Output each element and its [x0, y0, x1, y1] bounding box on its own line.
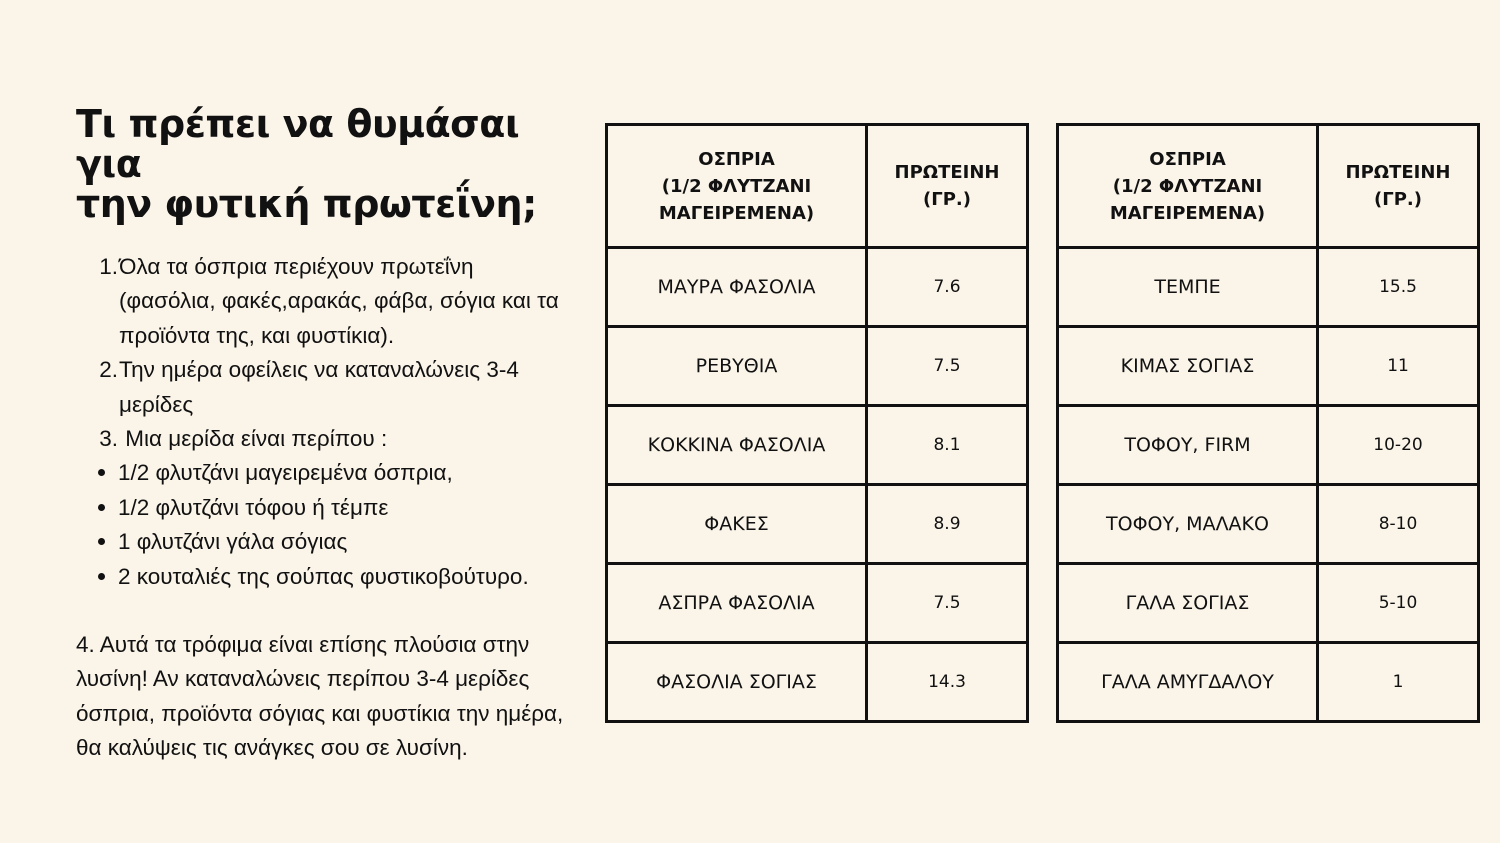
protein-value-cell: 8-10 — [1318, 485, 1479, 564]
food-name-cell: ΓΑΛΑ ΣΟΓΙΑΣ — [1058, 564, 1318, 643]
protein-value-cell: 5-10 — [1318, 564, 1479, 643]
bullet-text: 1/2 φλυτζάνι μαγειρεμένα όσπρια, — [118, 460, 453, 486]
table-row — [607, 485, 1028, 564]
food-name-cell: ΓΑΛΑ ΑΜΥΓΔΑΛΟΥ — [1058, 643, 1318, 722]
item-number: 2. — [99, 357, 118, 383]
item-number: 1. — [99, 254, 118, 279]
bullet-text: 1 φλυτζάνι γάλα σόγιας — [118, 529, 348, 555]
food-name-cell: ΤΕΜΠΕ — [1058, 248, 1318, 327]
protein-value-cell: 8.1 — [867, 406, 1028, 485]
soy-protein-table — [1056, 123, 1480, 723]
bullet-icon — [76, 560, 118, 594]
protein-value-cell: 8.9 — [867, 485, 1028, 564]
table-header-row — [1058, 125, 1479, 248]
numbered-item — [76, 353, 576, 422]
bullet-item — [76, 560, 576, 594]
tips-list — [76, 250, 576, 594]
page-title — [76, 104, 576, 224]
table-row — [1058, 248, 1479, 327]
header-protein: ΠΡΩΤΕΙΝΗ (ΓΡ.) — [1318, 125, 1479, 248]
numbered-item — [76, 422, 576, 456]
protein-value-cell: 7.5 — [867, 564, 1028, 643]
protein-value-cell: 14.3 — [867, 643, 1028, 722]
title-line-1: Τι πρέπει να θυμάσαι για — [76, 102, 520, 186]
table-row — [1058, 485, 1479, 564]
food-name-cell: ΦΑΣΟΛΙΑ ΣΟΓΙΑΣ — [607, 643, 867, 722]
bullet-item — [76, 525, 576, 559]
table-row — [607, 406, 1028, 485]
bullet-text: 1/2 φλυτζάνι τόφου ή τέμπε — [118, 494, 389, 520]
protein-value-cell: 7.5 — [867, 327, 1028, 406]
food-name-cell: ΡΕΒΥΘΙΑ — [607, 327, 867, 406]
table-row — [607, 327, 1028, 406]
left-column — [76, 104, 576, 766]
protein-value-cell: 11 — [1318, 327, 1479, 406]
protein-value-cell: 7.6 — [867, 248, 1028, 327]
food-name-cell: ΚΟΚΚΙΝΑ ΦΑΣΟΛΙΑ — [607, 406, 867, 485]
bullet-icon — [76, 456, 118, 490]
food-name-cell: ΜΑΥΡΑ ΦΑΣΟΛΙΑ — [607, 248, 867, 327]
bullet-item — [76, 491, 576, 525]
item-text: Μια μερίδα είναι περίπου : — [119, 426, 388, 452]
header-legume: ΟΣΠΡΙΑ (1/2 ΦΛΥΤΖΑΝΙ ΜΑΓΕΙΡΕΜΕΝΑ) — [607, 125, 867, 248]
item-number: 3. — [99, 426, 118, 452]
table-header-row — [607, 125, 1028, 248]
bullet-icon — [76, 491, 118, 525]
table-row — [607, 248, 1028, 327]
header-protein: ΠΡΩΤΕΙΝΗ (ΓΡ.) — [867, 125, 1028, 248]
food-name-cell: ΚΙΜΑΣ ΣΟΓΙΑΣ — [1058, 327, 1318, 406]
protein-value-cell: 10-20 — [1318, 406, 1479, 485]
bullet-text: 2 κουταλιές της σούπας φυστικοβούτυρο. — [118, 563, 529, 589]
protein-value-cell: 1 — [1318, 643, 1479, 722]
title-line-2: την φυτική πρωτεΐνη; — [76, 182, 537, 226]
lysine-paragraph: 4. Αυτά τα τρόφιμα είναι επίσης πλούσια στην λυσίνη! Αν καταναλώνεις περίπου 3-4 μερίδες όσπρια, προϊόντα σόγιας και φυστίκια την ημέρα, θα καλύψεις τις ανάγκες σου σε λυσίνη. — [76, 632, 564, 761]
table-row — [1058, 406, 1479, 485]
table-row — [1058, 643, 1479, 722]
table-row — [607, 643, 1028, 722]
protein-value-cell: 15.5 — [1318, 248, 1479, 327]
item-text: Όλα τα όσπρια περιέχουν πρωτεΐνη (φασόλια, φακές,αρακάς, φάβα, σόγια και τα προϊόντα της, και φυστίκια). — [119, 254, 559, 348]
item-text: Την ημέρα οφείλεις να καταναλώνεις 3-4 μερίδες — [119, 357, 519, 417]
food-name-cell: ΤΟΦΟΥ, ΜΑΛΑΚΟ — [1058, 485, 1318, 564]
food-name-cell: ΑΣΠΡΑ ΦΑΣΟΛΙΑ — [607, 564, 867, 643]
legumes-protein-table — [605, 123, 1029, 723]
food-name-cell: ΦΑΚΕΣ — [607, 485, 867, 564]
header-legume: ΟΣΠΡΙΑ (1/2 ΦΛΥΤΖΑΝΙ ΜΑΓΕΙΡΕΜΕΝΑ) — [1058, 125, 1318, 248]
bullet-icon — [76, 525, 118, 559]
table-row — [607, 564, 1028, 643]
bullet-item — [76, 456, 576, 490]
table-row — [1058, 327, 1479, 406]
table-row — [1058, 564, 1479, 643]
food-name-cell: ΤΟΦΟΥ, FIRM — [1058, 406, 1318, 485]
numbered-item — [76, 250, 576, 353]
